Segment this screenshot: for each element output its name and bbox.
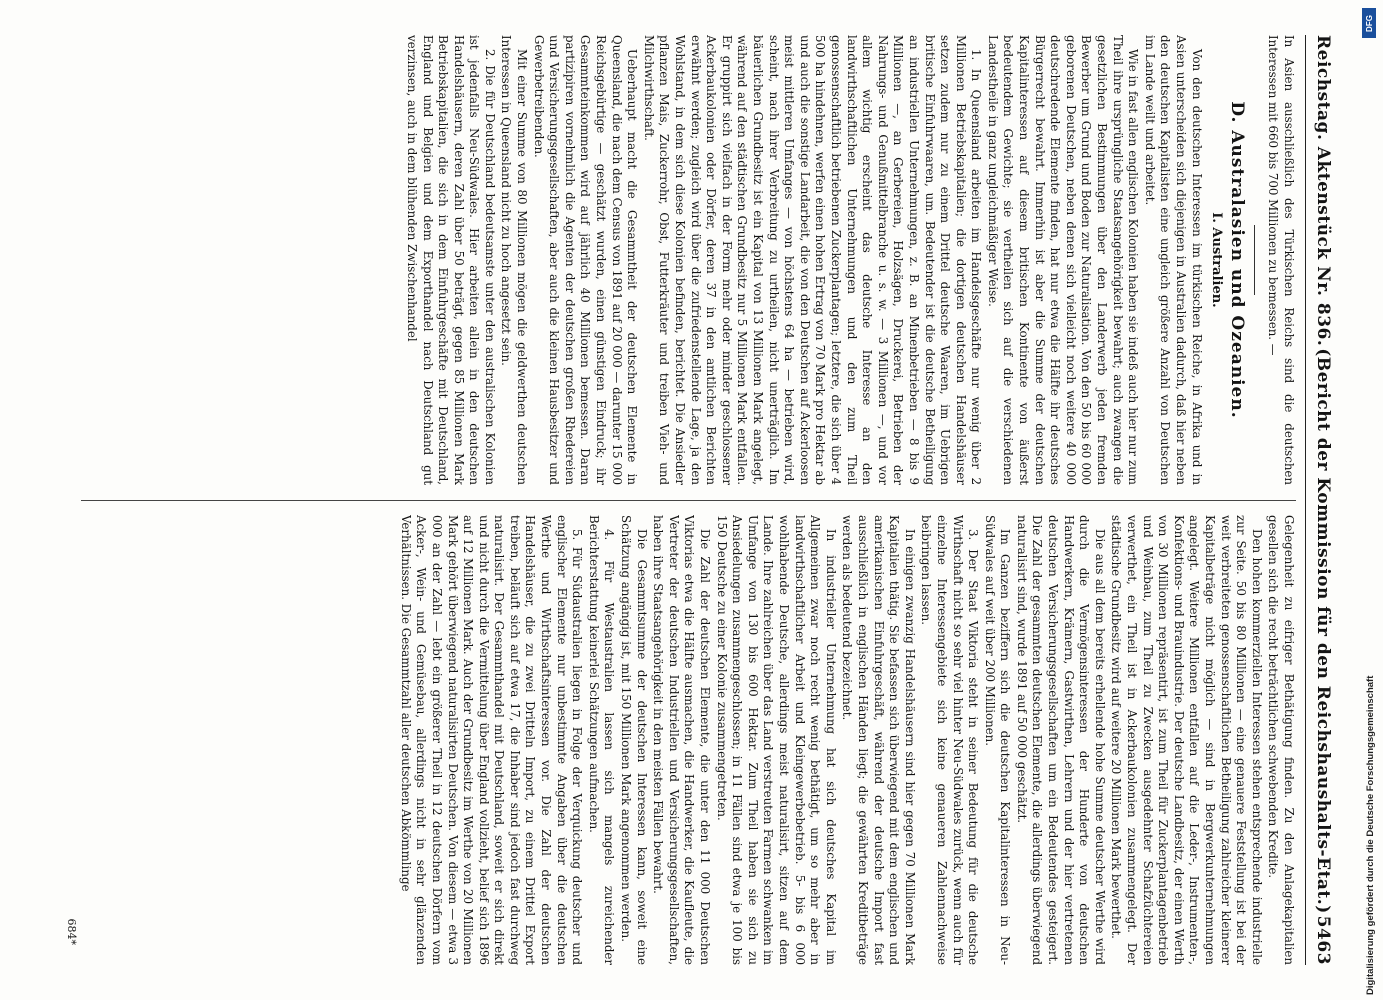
intro-paragraph: In Asien ausschließlich des Türkischen Reichs sind die deutschen Interessen mit 660 bis 700 Millionen zu bemessen. —: [1266, 35, 1296, 485]
paragraph: Gelegenheit zu eifriger Bethätigung finden. Zu den Anlagekapitalien gesellen sich die recht beträchtlichen schwebenden Kredite.: [1266, 515, 1296, 965]
digitization-note: Digitalisierung gefördert durch die Deutsche Forschungsgemeinschaft: [1365, 675, 1376, 995]
paragraph: Im Ganzen beziffern sich die deutschen Kapitalinteressen in Neu-Südwales auf weit über 200 Millionen.: [982, 515, 1013, 965]
paragraph: Mit einer Summe von 80 Millionen mögen die geldwerthen deutschen Interessen in Queensland nicht zu hoch angesetzt sein.: [499, 35, 530, 485]
header-left: Reichstag. Aktenstück Nr. 836.: [1313, 35, 1333, 347]
divider: [1254, 225, 1255, 295]
rotated-page-content: [50, 35, 1340, 965]
running-header: [1305, 35, 1340, 965]
paragraph: Die Gesammtsumme der deutschen Interessen kann, soweit eine Schätzung angängig ist, mit 150 Millionen Mark angenommen werden.: [619, 515, 649, 965]
subsection-heading: I. Australien.: [1209, 212, 1225, 308]
paragraph: In einigen zwanzig Handelshäusern sind hier gegen 70 Millionen Mark Kapitalien thätig. Sie befassen sich überwiegend mit dem englischen und amerikanischen Einfuhrgeschäft, während der deutsche Import fast ausschließlich in englischen Händen liegt; die gewährten Kreditbeträge werden als bedeutend bezeichnet.: [840, 515, 917, 965]
section-heading: D. Australasien und Ozeanien.: [1226, 101, 1247, 419]
paragraph: Die aus all dem bereits erhellende hohe Summe deutscher Werthe wird durch die Vermögensinteressen der Hunderte von deutschen Handwerkern, Krämern, Gastwirthen, Lehrern und der hier vertretenen deutschen Versicherungsgesellschaften um ein Bedeutendes gesteigert. Die Zahl der gesammten deutschen Elemente, die allerdings überwiegend naturalisirt sind, wurde 1891 auf 50 000 geschätzt.: [1014, 515, 1107, 965]
paragraph: 5. Für Südaustralien liegen in Folge der Verquickung deutscher und englischer Elemente nur unbestimmte Angaben über die deutschen Werthe und Wirthschaftsinteressen vor. Die Zahl der deutschen Handelshäuser, die zu zwei Dritteln Import, zu einem Drittel Export treiben, beläuft sich auf etwa 17, die Inhaber sind jedoch fast durchweg naturalisirt. Der Gesammthandel mit Deutschland, soweit er sich direkt und nicht durch die Vermittelung über England vollzieht, belief sich 1896 auf 12 Millionen Mark. Auch der Grundbesitz im Werthe von 20 Millionen Mark gehört überwiegend naturalisirten Deutschen. Von diesem — etwa 3 000 an der Zahl — lebt ein größerer Theil in 12 deutschen Dörfern vom Acker-, Wein- und Gemüsebau, allerdings nicht in sehr glänzenden Verhältnissen. Die Gesammtzahl aller deutschen Abkömmlinge: [398, 515, 585, 965]
page-number: 5463: [1313, 915, 1333, 965]
paragraph: 4. Für Westaustralien lassen sich mangels zureichender Berichterstattung keinerlei Schätzungen aufmachen.: [586, 515, 617, 965]
paragraph: 1. In Queensland arbeiten im Handelsgeschäfte nur wenig über 2 Millionen Betriebskapitalien; die dortigen deutschen Handelshäuser setzen zudem nur zu einem Drittel deutsche Waaren, im Uebrigen britische Einfuhrwaaren, um. Bedeutender ist die deutsche Betheiligung an industriellen Unternehmungen, z. B. an Minenbetrieben — 8 bis 9 Millionen —, an Gerbereien, Holzsägen, Druckerei, Betrieben der Nahrungs- und Genußmittelbranche u. s. w. — 3 Millionen —, und vor allem wichtig erscheint das deutsche Interesse an den landwirthschaftlichen Unternehmungen und den zum Theil genossenschaftlich betriebenen Zuckerplantagen; letztere, die sich über 4 500 ha hindehnen, werfen einen hohen Ertrag von 70 Mark pro Hektar ab und auch die sonstige Landarbeit, die von den Deutschen auf Ackerloosen meist mittleren Umfanges — von höchstens 64 ha — betrieben wird, scheint, nach ihrer Verbreitung zu urtheilen, nicht unerträglich. Im bäuerlichen Grundbesitz ist ein Kapital von 13 Millionen Mark angelegt, während auf den städtischen Grundbesitz nur 5 Millionen Mark entfallen. Er gruppirt sich vielfach in der Form mehr oder minder geschlossener Ackerbaukolonien oder Dörfer, deren 37 in den amtlichen Berichten erwähnt werden; zugleich wird über die zufriedenstellende Lage, ja den Wohlstand, in dem sich diese Kolonien befinden, berichtet. Die Ansiedler pflanzen Mais, Zuckerrohr, Obst, Futterkräuter und treiben Vieh- und Milchwirthschaft.: [641, 35, 984, 485]
paragraph: Von den deutschen Interessen im türkischen Reiche, in Afrika und in Asien unterscheiden sich diejenigen in Australien dadurch, daß hier neben den deutschen Kapitalisten eine ungleich größere Anzahl von Deutschen im Lande weilt und arbeitet.: [1142, 35, 1204, 485]
paragraph: Wie in fast allen englischen Kolonien haben sie indeß auch hier nur zum Theil ihre ursprüngliche Staatsangehörigkeit bewahrt; auch zwangen die gesetzlichen Bestimmungen über den Landerwerb jeden fremden Bewerber um Grund und Boden zur Naturalisation. Von den 50 bis 60 000 geborenen Deutschen, neben denen sich vielleicht noch weitere 40 000 deutschredende Elemente finden, hat nur etwa die Hälfte ihr deutsches Bürgerrecht bewahrt. Immerhin ist aber die Summe der deutschen Kapitalinteressen auf diesem britischen Kontinente von äußerst bedeutendem Gewichte; sie vertheilen sich auf die verschiedenen Landestheile in ganz ungleichmäßiger Weise.: [985, 35, 1141, 485]
paragraph: 2. Die für Deutschland bedeutsamste unter den australischen Kolonien ist jedenfalls Neu-Südwales. Hier arbeiten allein in den deutschen Handelshäusern, deren Zahl über 50 beträgt, gegen 85 Millionen Mark Betriebskapitalien, die sich in dem Einfuhrgeschäfte mit Deutschland, England und Belgien und dem Exporthandel nach Deutschland gut verzinsen, auch in dem blühenden Zwischenhandel: [404, 35, 497, 485]
paragraph: In industrieller Unternehmung hat sich deutsches Kapital im Allgemeinen zwar noch recht wenig bethätigt, um so mehr aber in landwirthschaftlicher Arbeit und Kleingewerbebetrieb. 5- bis 6 000 wohlhabende Deutsche, allerdings meist naturalisirt, sitzen auf dem Lande. Ihre zahlreichen über das Land verstreuten Farmen schwanken im Umfange von 130 bis 600 Hektar. Zum Theil haben sie sich zu Ansiedelungen zusammengeschlossen; in 11 Fällen sind etwa je 100 bis 150 Deutsche zu einer Kolonie zusammengetreten.: [714, 515, 838, 965]
left-column: [81, 35, 1296, 485]
paragraph: 3. Der Staat Viktoria steht in seiner Bedeutung für die deutsche Wirthschaft nicht so sehr viel hinter Neu-Südwales zurück, wenn auch für einzelne Interessengebiete sich keine genaueren Zahlennachweise beibringen lassen.: [919, 515, 981, 965]
paragraph: Ueberhaupt macht die Gesammtheit der deutschen Elemente in Queensland, die nach dem Census von 1891 auf 20 000 — darunter 15 000 Reichsgebürtige — geschätzt wurden, einen günstigen Eindruck; ihr Gesammteinkommen wird auf jährlich 40 Millionen bemessen. Daran partizipiren vornehmlich die Agenten der deutschen großen Rhedereien und Versicherungsgesellschaften, aber auch die kleinen Hausbesitzer und Gewerbetreibenden.: [531, 35, 640, 485]
sheet-signature: 684*: [65, 918, 78, 945]
right-column: [81, 515, 1296, 965]
column-rule: [81, 500, 1296, 501]
dfg-logo: [1362, 8, 1376, 38]
paragraph: Die Zahl der deutschen Elemente, die unter den 11 000 Deutschen Viktorias etwa die Hälfte ausmachen, die Handwerker, die Kaufleute, die Vertreter der deutschen Industriellen und Versicherungsgesellschaften, haben ihre Staatsangehörigkeit in den meisten Fällen bewahrt.: [651, 515, 713, 965]
dfg-logo-text: DFG: [1364, 14, 1374, 32]
header-center: (Bericht der Kommission für den Reichshaushalts-Etat.): [1313, 348, 1333, 914]
paragraph: Den hohen kommerziellen Interessen stehen entsprechende industrielle zur Seite. 50 bis 80 Millionen — eine genauere Feststellung ist bei der weit verbreiteten genossenschaftlichen Betheiligung zahlreicher kleinerer Kapitalbeträge nicht möglich — sind in Bergwerkunternehmungen angelegt. Weitere Millionen entfallen auf die Leder-, Instrumenten-, Konfektions- und Brauindustrie. Der deutsche Landbesitz, der einen Werth von 30 Millionen repräsentirt, ist zum Theil für Zuckerplantagenbetrieb und Weinbau, zum Theil zu Zwecken ausgedehnter Schafzüchtereien verwerthet, ein Theil ist in Ackerbaukolonien zusammengelegt. Der städtische Grundbesitz wird auf weitere 20 Millionen Mark bewerthet.: [1109, 515, 1264, 965]
